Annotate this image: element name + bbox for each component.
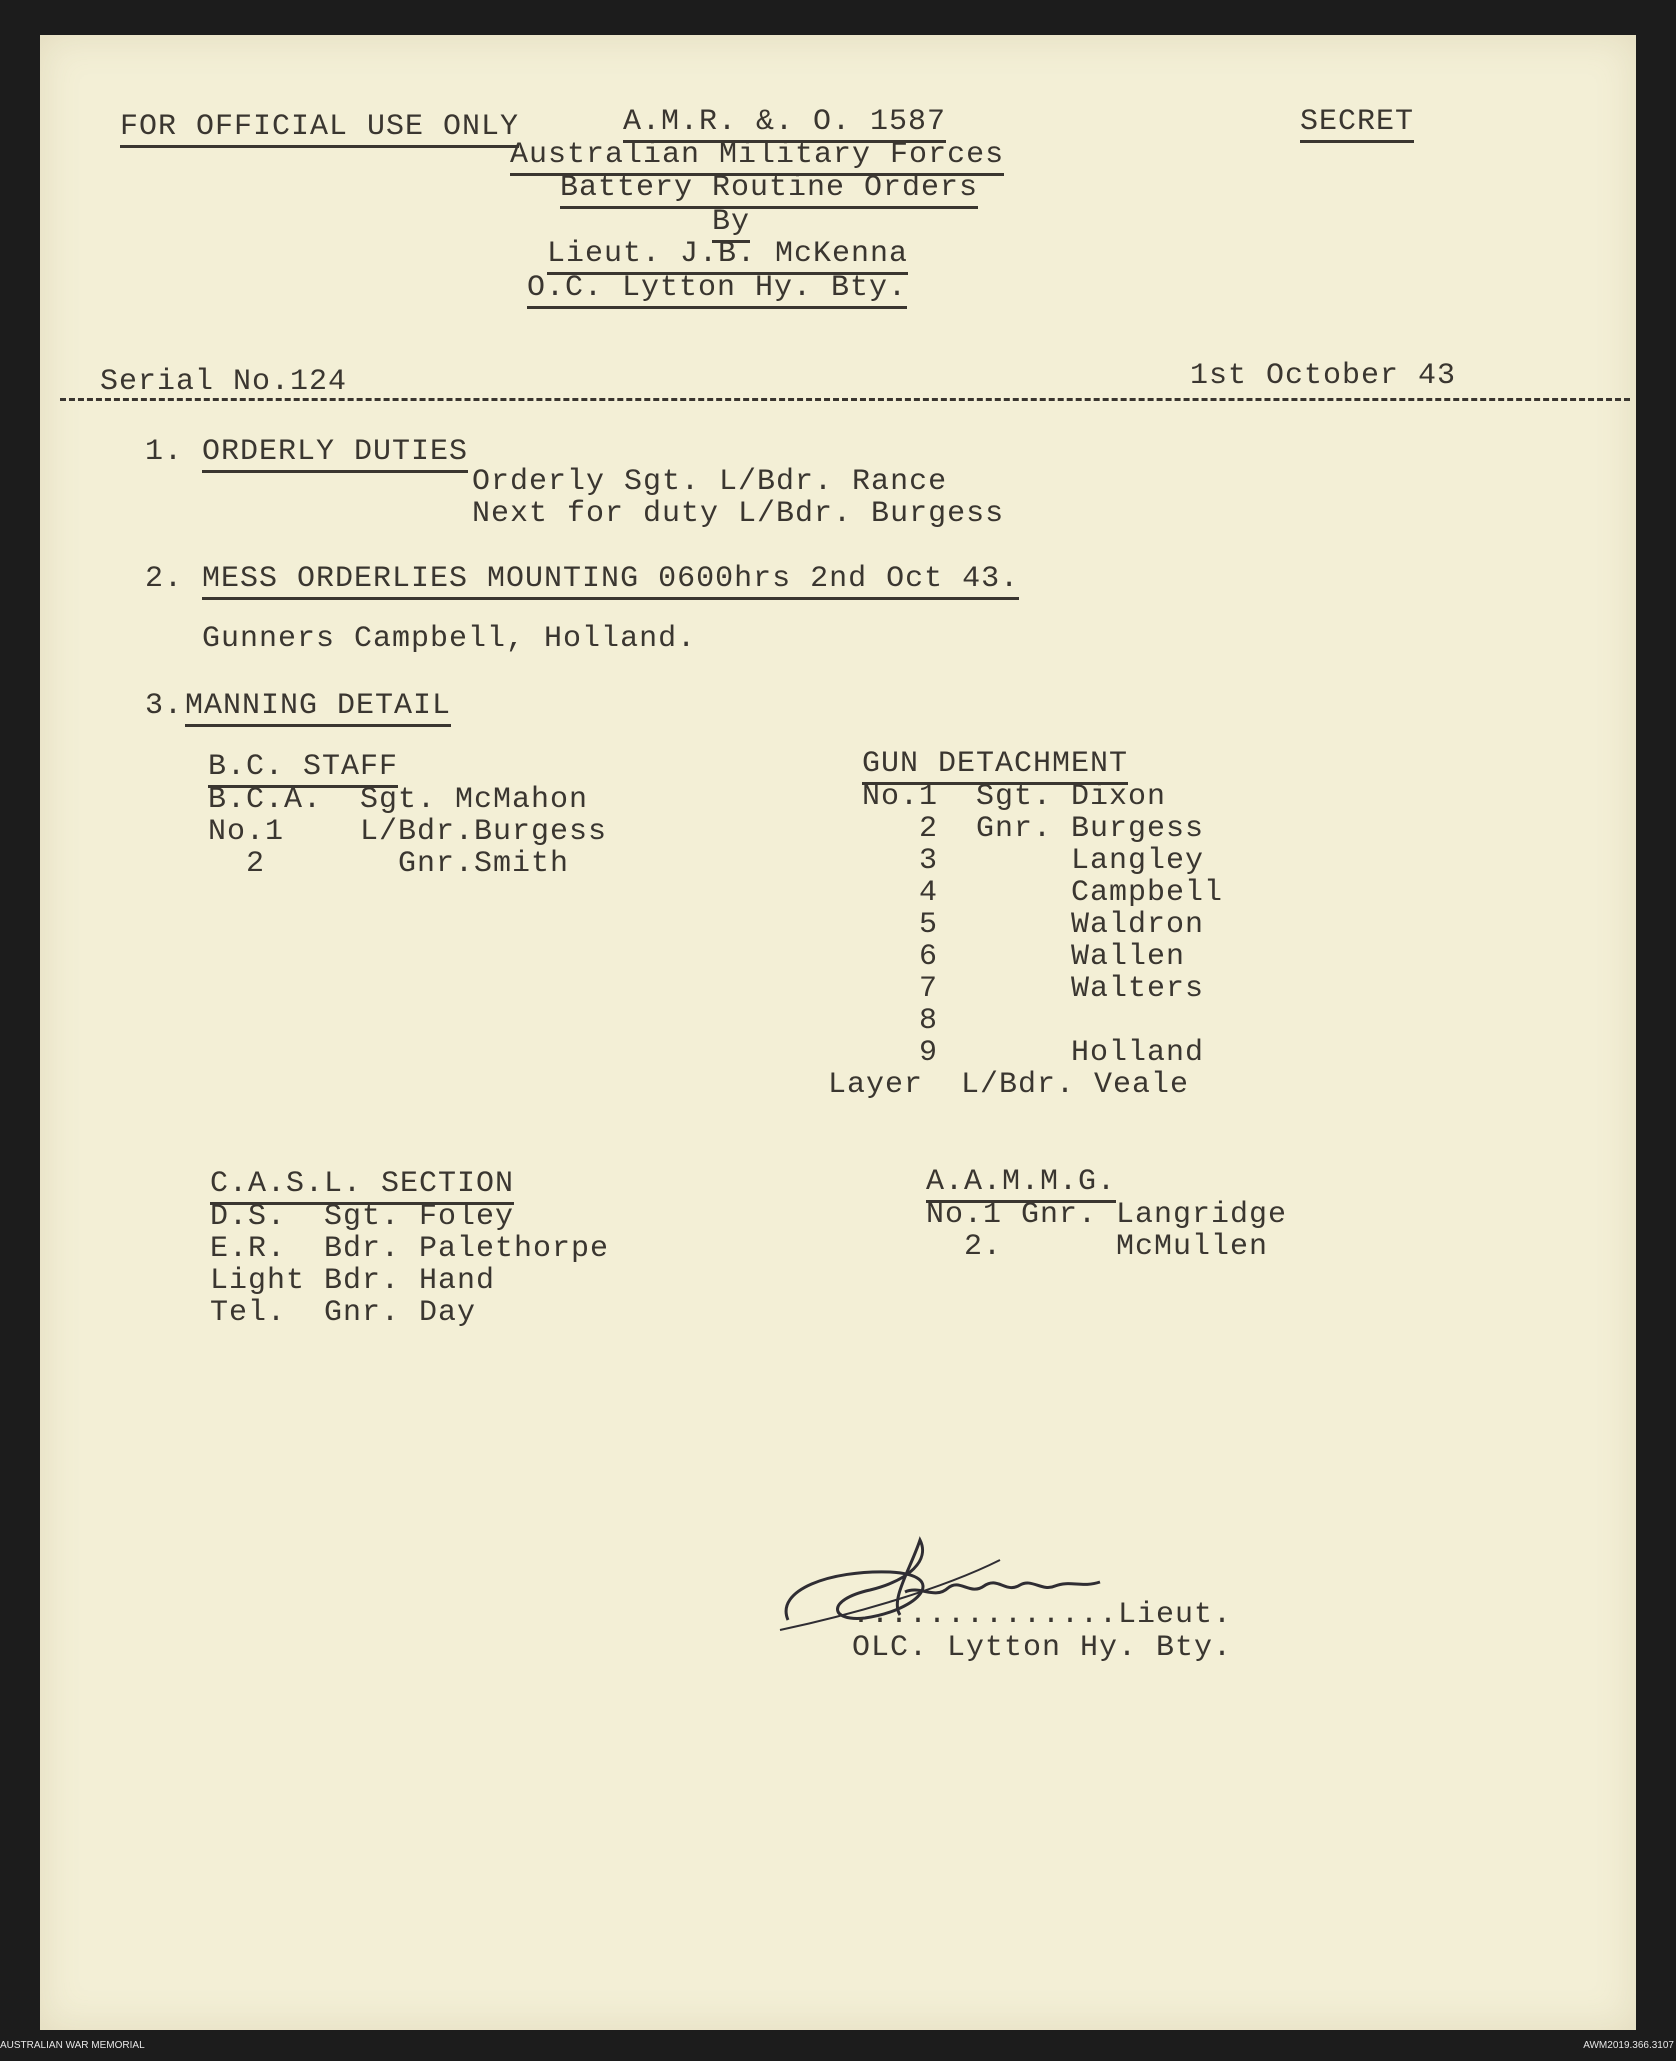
reference-number: A.M.R. &. O. 1587 [623, 105, 946, 143]
gun-detachment-row: No.1 Sgt. Dixon [862, 780, 1167, 814]
title-line-1: Australian Military Forces [510, 138, 1004, 176]
gun-detachment-row: 2 Gnr. Burgess [862, 812, 1205, 846]
footer-accession-number: AWM2019.366.3107 [1583, 2040, 1674, 2051]
footer-archive-label: AUSTRALIAN WAR MEMORIAL [0, 2040, 145, 2051]
classification-left: FOR OFFICIAL USE ONLY [120, 110, 519, 148]
gun-detachment-row: 8 [862, 1004, 939, 1038]
section3-heading: MANNING DETAIL [185, 689, 451, 727]
casl-section-title: C.A.S.L. SECTION [210, 1167, 514, 1205]
gun-detachment-row: 5 Waldron [862, 908, 1205, 942]
serial-number: Serial No.124 [100, 365, 348, 399]
title-line-4: Lieut. J.B. McKenna [547, 237, 908, 275]
section1-heading: ORDERLY DUTIES [202, 435, 468, 473]
classification-right: SECRET [1300, 105, 1414, 143]
section2-line: Gunners Campbell, Holland. [202, 622, 697, 656]
casl-section-row: E.R. Bdr. Palethorpe [210, 1232, 610, 1266]
bc-staff-row: No.1 L/Bdr.Burgess [208, 815, 608, 849]
bc-staff-row: B.C.A. Sgt. McMahon [208, 783, 589, 817]
section1-number: 1. [145, 435, 184, 469]
bc-staff-title: B.C. STAFF [208, 750, 398, 788]
section2-number: 2. [145, 562, 184, 596]
casl-section-row: Tel. Gnr. Day [210, 1296, 477, 1330]
signature-office: OLC. Lytton Hy. Bty. [852, 1631, 1233, 1665]
casl-section-row: Light Bdr. Hand [210, 1264, 496, 1298]
gun-detachment-row: 6 Wallen [862, 940, 1186, 974]
document-page [40, 35, 1636, 2030]
aammg-row: 2. McMullen [926, 1230, 1269, 1264]
serial-date: 1st October 43 [1190, 359, 1457, 393]
gun-detachment-row: 7 Walters [862, 972, 1205, 1006]
gun-detachment-title: GUN DETACHMENT [862, 747, 1128, 785]
signature-line: ..............Lieut. [852, 1598, 1233, 1632]
title-line-5: O.C. Lytton Hy. Bty. [527, 271, 907, 309]
title-line-3: By [712, 205, 750, 243]
section1-line-2: Next for duty L/Bdr. Burgess [472, 497, 1005, 531]
gun-detachment-row: 3 Langley [862, 844, 1205, 878]
gun-detachment-row: 4 Campbell [862, 876, 1224, 910]
aammg-row: No.1 Gnr. Langridge [926, 1198, 1288, 1232]
gun-detachment-row: 9 Holland [862, 1036, 1205, 1070]
section2-heading: MESS ORDERLIES MOUNTING 0600hrs 2nd Oct 43. [202, 562, 1019, 600]
section3-number: 3. [145, 689, 184, 723]
serial-rule [60, 398, 1630, 401]
gun-detachment-row: Layer L/Bdr. Veale [828, 1068, 1190, 1102]
section1-line-1: Orderly Sgt. L/Bdr. Rance [472, 465, 948, 499]
title-line-2: Battery Routine Orders [560, 171, 978, 209]
aammg-title: A.A.M.M.G. [926, 1165, 1116, 1203]
bc-staff-row: 2 Gnr.Smith [208, 847, 570, 881]
casl-section-row: D.S. Sgt. Foley [210, 1200, 515, 1234]
